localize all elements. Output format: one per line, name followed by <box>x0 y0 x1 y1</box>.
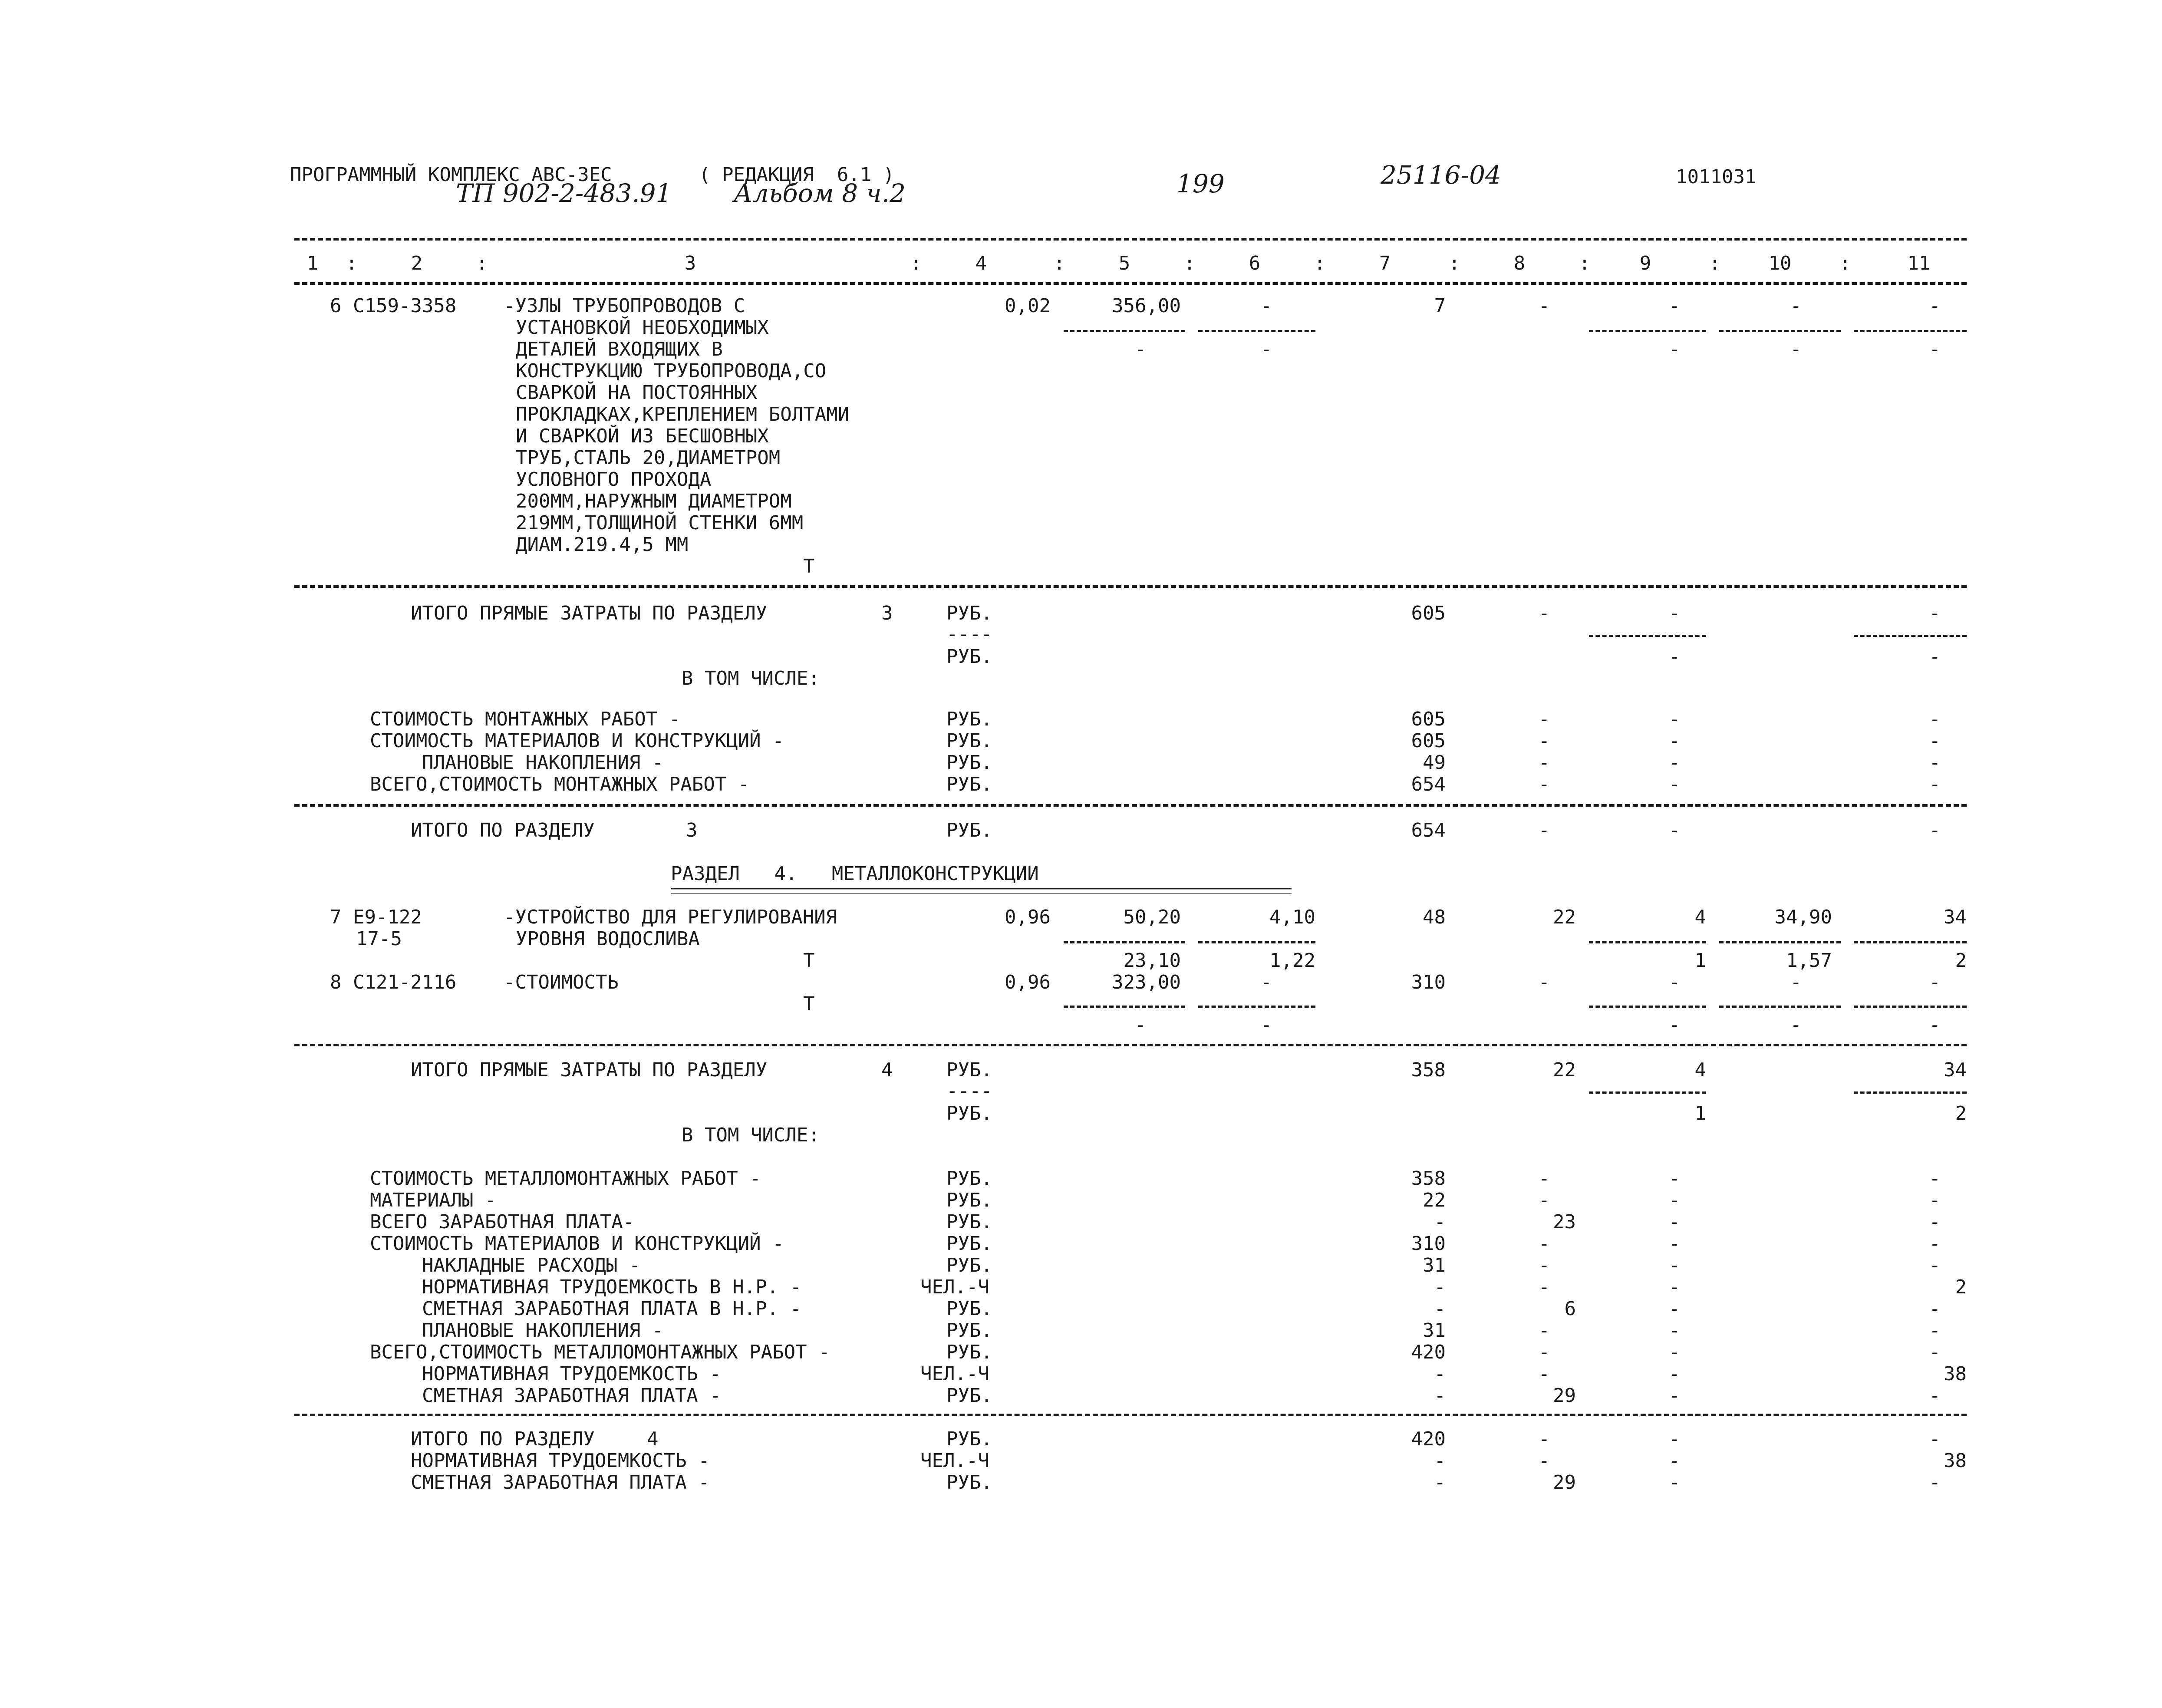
cell-c11: - <box>1929 971 1941 993</box>
unit: РУБ. <box>946 1385 992 1407</box>
cell-c9: - <box>1668 773 1680 795</box>
row-label: ВСЕГО,СТОИМОСТЬ МЕТАЛЛОМОНТАЖНЫХ РАБОТ - <box>370 1341 830 1363</box>
cell-c11: - <box>1929 1428 1941 1450</box>
cell-c8: - <box>1538 602 1550 624</box>
row-label: СТОИМОСТЬ МЕТАЛЛОМОНТАЖНЫХ РАБОТ - <box>370 1167 761 1190</box>
sub-rule <box>1064 330 1185 332</box>
cell-c7: - <box>1434 1450 1446 1472</box>
sub-rule <box>1198 941 1315 943</box>
col-9: 9 <box>1639 252 1651 274</box>
cell-c11: - <box>1929 1471 1941 1494</box>
unit: ЧЕЛ.-Ч <box>920 1276 989 1298</box>
cell-c11: - <box>1929 730 1941 752</box>
col-6: 6 <box>1249 252 1261 274</box>
including-label: В ТОМ ЧИСЛЕ: <box>682 667 820 689</box>
cell-c4: 0,02 <box>1005 295 1051 317</box>
cell-c7: 358 <box>1411 1059 1446 1081</box>
col-sep: : <box>476 252 488 274</box>
item-desc-line: СВАРКОЙ НА ПОСТОЯННЫХ <box>516 382 758 404</box>
col-sep: : <box>1839 252 1851 274</box>
cell-c11: - <box>1929 773 1941 795</box>
cell-c7: - <box>1434 1211 1446 1233</box>
total-direct-label: ИТОГО ПРЯМЫЕ ЗАТРАТЫ ПО РАЗДЕЛУ <box>411 1059 768 1081</box>
cell-c9-2: - <box>1668 646 1680 668</box>
cell-c6-2: 1,22 <box>1269 950 1315 972</box>
unit: РУБ. <box>946 1298 992 1320</box>
cell-c11: - <box>1929 819 1941 841</box>
cell-c9: - <box>1668 1428 1680 1450</box>
cell-c11-2: - <box>1929 646 1941 668</box>
cell-c9: - <box>1668 1385 1680 1407</box>
cell-c9: - <box>1668 1189 1680 1211</box>
row-label: ВСЕГО ЗАРАБОТНАЯ ПЛАТА- <box>370 1211 635 1233</box>
unit: РУБ. <box>946 708 992 730</box>
sub-rule <box>1719 941 1841 943</box>
row-label: ПЛАНОВЫЕ НАКОПЛЕНИЯ - <box>422 1319 664 1342</box>
col-sep: : <box>1709 252 1721 274</box>
section-rule <box>294 585 1967 588</box>
cell-c7: 605 <box>1411 730 1446 752</box>
col-10: 10 <box>1768 252 1792 274</box>
unit: РУБ. <box>946 1189 992 1211</box>
unit: РУБ. <box>946 602 992 624</box>
cell-c7: 48 <box>1423 906 1446 928</box>
cell-c10-2: - <box>1790 338 1802 360</box>
cell-c8: - <box>1538 1450 1550 1472</box>
col-8: 8 <box>1513 252 1526 274</box>
cell-c7: 310 <box>1411 1233 1446 1255</box>
col-sep: : <box>1183 252 1196 274</box>
cell-c8: - <box>1538 971 1550 993</box>
cell-c7: 420 <box>1411 1341 1446 1363</box>
item-desc-line: ДЕТАЛЕЙ ВХОДЯЩИХ В <box>516 338 723 360</box>
col-sep: : <box>1053 252 1065 274</box>
header-rule-top <box>294 238 1967 241</box>
cell-c8: - <box>1538 1319 1550 1342</box>
cell-c7: - <box>1434 1298 1446 1320</box>
sub-rule <box>1589 1006 1706 1008</box>
cell-c9-2: 1 <box>1694 1102 1706 1124</box>
cell-c5-2: 23,10 <box>1123 950 1181 972</box>
sub-rule <box>1854 1091 1967 1094</box>
cell-c8: - <box>1538 1276 1550 1298</box>
cell-c8: - <box>1538 1341 1550 1363</box>
cell-c11-2: - <box>1929 1014 1941 1036</box>
total-label: СМЕТНАЯ ЗАРАБОТНАЯ ПЛАТА - <box>411 1471 710 1494</box>
section-number: 3 <box>686 819 698 841</box>
col-1: 1 <box>307 252 319 274</box>
header-rule-bottom <box>294 282 1967 285</box>
sub-rule <box>1854 635 1967 637</box>
edition-label: ( РЕДАКЦИЯ 6.1 ) <box>699 164 895 186</box>
cell-c7: 22 <box>1423 1189 1446 1211</box>
cell-c5: 323,00 <box>1112 971 1181 993</box>
sub-rule <box>1719 1006 1841 1008</box>
sub-rule <box>1854 1006 1967 1008</box>
cell-c9: 4 <box>1694 906 1706 928</box>
row-label: НАКЛАДНЫЕ РАСХОДЫ - <box>422 1254 641 1276</box>
sub-rule <box>1589 1091 1706 1094</box>
cell-c11: - <box>1929 295 1941 317</box>
item-desc-line: ДИАМ.219.4,5 ММ <box>516 534 689 556</box>
cell-c4: 0,96 <box>1005 906 1051 928</box>
sub-rule <box>1198 330 1315 332</box>
unit: РУБ. <box>946 1341 992 1363</box>
row-label: НОРМАТИВНАЯ ТРУДОЕМКОСТЬ - <box>422 1363 721 1385</box>
cell-c8: - <box>1538 295 1550 317</box>
item-id: 7 Е9-122 <box>330 906 422 928</box>
sub-rule <box>1589 941 1706 943</box>
row-label: МАТЕРИАЛЫ - <box>370 1189 497 1211</box>
total-label: ИТОГО ПО РАЗДЕЛУ <box>411 1428 595 1450</box>
row-label: СТОИМОСТЬ МАТЕРИАЛОВ И КОНСТРУКЦИЙ - <box>370 730 784 752</box>
sub-rule <box>1854 330 1967 332</box>
section-number: 4 <box>881 1059 893 1081</box>
cell-c11: 38 <box>1944 1450 1967 1472</box>
title-underline <box>671 888 1292 894</box>
cell-c8: - <box>1538 1254 1550 1276</box>
cell-c7: 31 <box>1423 1254 1446 1276</box>
cell-c11-2: 2 <box>1955 1102 1967 1124</box>
section-rule <box>294 1414 1967 1416</box>
cell-c9: - <box>1668 1319 1680 1342</box>
cell-c6-2: - <box>1260 1014 1272 1036</box>
cell-c7: - <box>1434 1363 1446 1385</box>
row-label: СТОИМОСТЬ МОНТАЖНЫХ РАБОТ - <box>370 708 681 730</box>
row-label: ВСЕГО,СТОИМОСТЬ МОНТАЖНЫХ РАБОТ - <box>370 773 750 795</box>
cell-c8: - <box>1538 1167 1550 1190</box>
unit: РУБ. <box>946 1059 992 1081</box>
section-rule <box>294 804 1967 807</box>
album-handwritten: Альбом 8 ч.2 <box>734 178 906 208</box>
item-desc-line: УСЛОВНОГО ПРОХОДА <box>516 468 712 491</box>
section-number: 4 <box>647 1428 659 1450</box>
col-sep: : <box>346 252 358 274</box>
t-marker: Т <box>803 950 815 972</box>
unit-dash: ---- <box>946 623 992 645</box>
item-desc-line: ПРОКЛАДКАХ,КРЕПЛЕНИЕМ БОЛТАМИ <box>516 403 850 425</box>
cell-c11: - <box>1929 752 1941 774</box>
unit: РУБ. <box>946 1233 992 1255</box>
unit: РУБ. <box>946 1428 992 1450</box>
cell-c5-2: - <box>1134 1014 1146 1036</box>
unit: РУБ. <box>946 646 992 668</box>
cell-c8: - <box>1538 1233 1550 1255</box>
cell-c9: - <box>1668 730 1680 752</box>
cell-c9: - <box>1668 1211 1680 1233</box>
cell-c7: 358 <box>1411 1167 1446 1190</box>
cell-c10: 34,90 <box>1774 906 1832 928</box>
cell-c11: - <box>1929 1167 1941 1190</box>
cell-c7: 420 <box>1411 1428 1446 1450</box>
unit: РУБ. <box>946 819 992 841</box>
item-desc-line: 219ММ,ТОЛЩИНОЙ СТЕНКИ 6ММ <box>516 512 804 534</box>
col-7: 7 <box>1379 252 1391 274</box>
sub-rule <box>1719 330 1841 332</box>
document-number: 1011031 <box>1676 166 1757 188</box>
cell-c8: - <box>1538 1363 1550 1385</box>
col-sep: : <box>1448 252 1460 274</box>
cell-c7: 654 <box>1411 819 1446 841</box>
cell-c9: - <box>1668 1298 1680 1320</box>
item-desc-line: УРОВНЯ ВОДОСЛИВА <box>516 928 700 950</box>
including-label: В ТОМ ЧИСЛЕ: <box>682 1124 820 1146</box>
row-label: НОРМАТИВНАЯ ТРУДОЕМКОСТЬ В Н.Р. - <box>422 1276 802 1298</box>
unit: РУБ. <box>946 1102 992 1124</box>
cell-c8: - <box>1538 1189 1550 1211</box>
sub-rule <box>1589 330 1706 332</box>
program-title: ПРОГРАММНЫЙ КОМПЛЕКС АВС-3ЕС <box>290 164 612 186</box>
item-desc-line: КОНСТРУКЦИЮ ТРУБОПРОВОДА,СО <box>516 360 827 382</box>
row-label: СМЕТНАЯ ЗАРАБОТНАЯ ПЛАТА В Н.Р. - <box>422 1298 802 1320</box>
cell-c9: - <box>1668 1167 1680 1190</box>
cell-c8: 22 <box>1553 906 1576 928</box>
unit: РУБ. <box>946 1254 992 1276</box>
cell-c11: - <box>1929 1341 1941 1363</box>
sub-rule <box>1064 1006 1185 1008</box>
cell-c6: - <box>1260 971 1272 993</box>
page-number-handwritten: 199 <box>1177 169 1225 198</box>
cell-c9: - <box>1668 819 1680 841</box>
item-id-2: 17-5 <box>356 928 402 950</box>
cell-c6: 4,10 <box>1269 906 1315 928</box>
cell-c9: - <box>1668 295 1680 317</box>
cell-c5-2: - <box>1134 338 1146 360</box>
cell-c7: 49 <box>1423 752 1446 774</box>
col-sep: : <box>1579 252 1591 274</box>
cell-c8: 29 <box>1553 1471 1576 1494</box>
unit: РУБ. <box>946 730 992 752</box>
col-11: 11 <box>1907 252 1931 274</box>
t-marker: Т <box>803 555 815 577</box>
cell-c8: - <box>1538 752 1550 774</box>
cell-c9-2: - <box>1668 338 1680 360</box>
cell-c9: - <box>1668 602 1680 624</box>
cell-c8: 6 <box>1564 1298 1576 1320</box>
cell-c11: - <box>1929 1298 1941 1320</box>
cell-c9: - <box>1668 1233 1680 1255</box>
cell-c10-2: 1,57 <box>1786 950 1832 972</box>
unit: РУБ. <box>946 773 992 795</box>
unit: ЧЕЛ.-Ч <box>920 1450 989 1472</box>
cell-c7: 654 <box>1411 773 1446 795</box>
cell-c9: - <box>1668 1450 1680 1472</box>
total-label: НОРМАТИВНАЯ ТРУДОЕМКОСТЬ - <box>411 1450 710 1472</box>
cell-c9: - <box>1668 1363 1680 1385</box>
cell-c8: 22 <box>1553 1059 1576 1081</box>
col-sep: : <box>910 252 922 274</box>
cell-c7: 31 <box>1423 1319 1446 1342</box>
cell-c6: - <box>1260 295 1272 317</box>
cell-c11: - <box>1929 602 1941 624</box>
cell-c10-2: - <box>1790 1014 1802 1036</box>
unit: ЧЕЛ.-Ч <box>920 1363 989 1385</box>
row-label: ПЛАНОВЫЕ НАКОПЛЕНИЯ - <box>422 752 664 774</box>
item-desc-line: -СТОИМОСТЬ <box>504 971 619 993</box>
cell-c11: 38 <box>1944 1363 1967 1385</box>
col-4: 4 <box>975 252 987 274</box>
cell-c9: - <box>1668 1276 1680 1298</box>
cell-c11: 34 <box>1944 1059 1967 1081</box>
cell-c7: 7 <box>1434 295 1446 317</box>
cell-c9: - <box>1668 1341 1680 1363</box>
cell-c11: - <box>1929 1254 1941 1276</box>
cell-c11: - <box>1929 708 1941 730</box>
cell-c8: - <box>1538 773 1550 795</box>
item-desc-line: -УСТРОЙСТВО ДЛЯ РЕГУЛИРОВАНИЯ <box>504 906 837 928</box>
cell-c5: 50,20 <box>1123 906 1181 928</box>
cell-c7: - <box>1434 1276 1446 1298</box>
total-label: ИТОГО ПО РАЗДЕЛУ <box>411 819 595 841</box>
cell-c7: 605 <box>1411 602 1446 624</box>
cell-c11-2: - <box>1929 338 1941 360</box>
cell-c9: - <box>1668 1254 1680 1276</box>
sub-rule <box>1064 941 1185 943</box>
sub-rule <box>1854 941 1967 943</box>
sub-rule <box>1198 1006 1315 1008</box>
item-desc-line: 200ММ,НАРУЖНЫМ ДИАМЕТРОМ <box>516 490 792 512</box>
cell-c9: - <box>1668 971 1680 993</box>
col-sep: : <box>1314 252 1326 274</box>
section4-title: РАЗДЕЛ 4. МЕТАЛЛОКОНСТРУКЦИИ <box>671 863 1039 885</box>
cell-c9: - <box>1668 708 1680 730</box>
cell-c8: - <box>1538 819 1550 841</box>
unit: РУБ. <box>946 752 992 774</box>
cell-c9-2: - <box>1668 1014 1680 1036</box>
code-handwritten: 25116-04 <box>1381 160 1501 190</box>
cell-c8: - <box>1538 1428 1550 1450</box>
sub-rule <box>1589 635 1706 637</box>
unit: РУБ. <box>946 1167 992 1190</box>
row-label: СМЕТНАЯ ЗАРАБОТНАЯ ПЛАТА - <box>422 1385 721 1407</box>
section-number: 3 <box>881 602 893 624</box>
unit: РУБ. <box>946 1319 992 1342</box>
cell-c11: - <box>1929 1211 1941 1233</box>
cell-c11: 34 <box>1944 906 1967 928</box>
col-2: 2 <box>411 252 423 274</box>
section-rule <box>294 1044 1967 1046</box>
cell-c10: - <box>1790 295 1802 317</box>
cell-c7: - <box>1434 1385 1446 1407</box>
cell-c8: 23 <box>1553 1211 1576 1233</box>
cell-c8: 29 <box>1553 1385 1576 1407</box>
total-direct-label: ИТОГО ПРЯМЫЕ ЗАТРАТЫ ПО РАЗДЕЛУ <box>411 602 768 624</box>
cell-c4: 0,96 <box>1005 971 1051 993</box>
cell-c6-2: - <box>1260 338 1272 360</box>
col-3: 3 <box>684 252 696 274</box>
row-label: СТОИМОСТЬ МАТЕРИАЛОВ И КОНСТРУКЦИЙ - <box>370 1233 784 1255</box>
unit-dash: ---- <box>946 1080 992 1102</box>
item-desc-line: УСТАНОВКОЙ НЕОБХОДИМЫХ <box>516 317 769 339</box>
cell-c9: 4 <box>1694 1059 1706 1081</box>
unit: РУБ. <box>946 1211 992 1233</box>
cell-c11: - <box>1929 1189 1941 1211</box>
item-desc-line: ТРУБ,СТАЛЬ 20,ДИАМЕТРОМ <box>516 447 781 469</box>
cell-c5: 356,00 <box>1112 295 1181 317</box>
cell-c7: 310 <box>1411 971 1446 993</box>
cell-c8: - <box>1538 730 1550 752</box>
item-id: 8 С121-2116 <box>330 971 457 993</box>
cell-c11: - <box>1929 1233 1941 1255</box>
item-desc-line: -УЗЛЫ ТРУБОПРОВОДОВ С <box>504 295 745 317</box>
cell-c8: - <box>1538 708 1550 730</box>
cell-c9: - <box>1668 1471 1680 1494</box>
col-5: 5 <box>1118 252 1130 274</box>
cell-c11-2: 2 <box>1955 950 1967 972</box>
cell-c11: - <box>1929 1385 1941 1407</box>
item-desc-line: И СВАРКОЙ ИЗ БЕСШОВНЫХ <box>516 425 769 447</box>
t-marker: Т <box>803 993 815 1015</box>
cell-c9-2: 1 <box>1694 950 1706 972</box>
cell-c9: - <box>1668 752 1680 774</box>
item-id: 6 С159-3358 <box>330 295 457 317</box>
project-number-handwritten: ТП 902-2-483.91 <box>456 178 672 208</box>
unit: РУБ. <box>946 1471 992 1494</box>
cell-c11: - <box>1929 1319 1941 1342</box>
cell-c7: - <box>1434 1471 1446 1494</box>
cell-c7: 605 <box>1411 708 1446 730</box>
cell-c10: - <box>1790 971 1802 993</box>
cell-c11: 2 <box>1955 1276 1967 1298</box>
